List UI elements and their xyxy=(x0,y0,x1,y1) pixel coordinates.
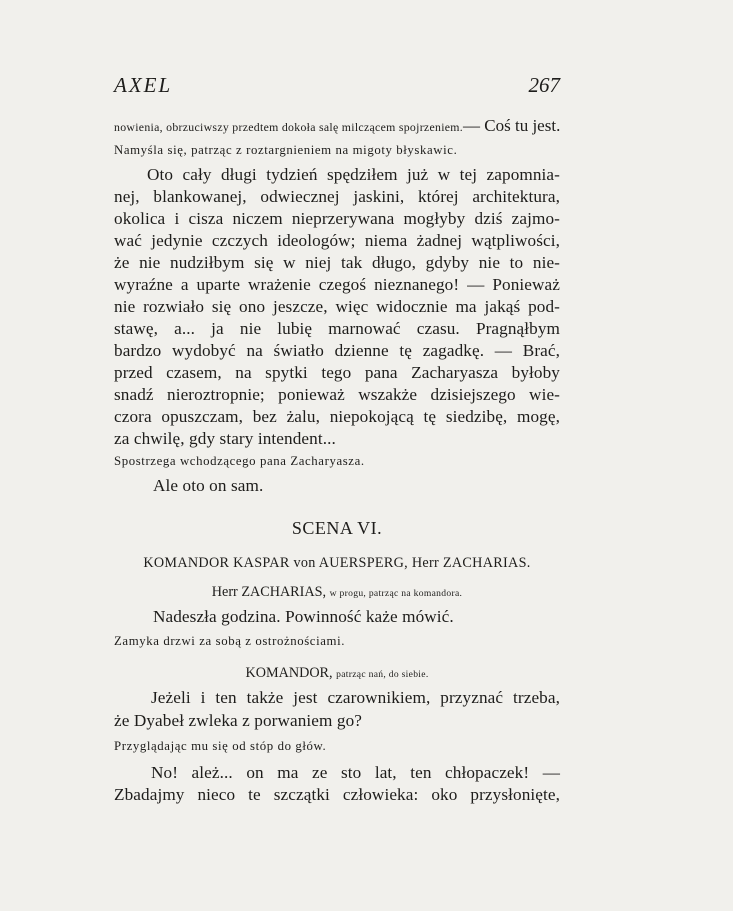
cast-list: KOMANDOR KASPAR von AUERSPERG, Herr ZACHARIAS. xyxy=(143,555,531,571)
text-line: nie rozwiało się ono jeszcze, więc widocznie ma jakąś pod- xyxy=(114,297,560,316)
text-line: nej, blankowanej, odwiecznej jaskini, której architektura, xyxy=(114,187,560,206)
stage-direction: Spostrzega wchodzącego pana Zacharyasza. xyxy=(114,454,365,468)
text-line: przed czasem, na spytki tego pana Zacharyasza byłoby xyxy=(114,363,560,382)
dialogue-fragment: — Coś tu jest. xyxy=(463,116,561,135)
continuation-line xyxy=(114,116,560,136)
text-line: Ale oto on sam. xyxy=(153,476,264,495)
speaker-name: Herr ZACHARIAS, xyxy=(211,584,327,600)
scene-title: SCENA VI. xyxy=(291,518,383,538)
text-line: Oto cały długi tydzień spędziłem już w tej zapomnia- xyxy=(147,165,560,184)
page-number: 267 xyxy=(528,73,560,97)
running-head: AXEL xyxy=(114,73,173,97)
text-line: za chwilę, gdy stary intendent... xyxy=(114,429,336,448)
speaker-name: KOMANDOR, xyxy=(245,665,333,681)
text-line: stawę, a... ja nie lubię marnować czasu. Pragnąłbym xyxy=(114,319,560,338)
text-line: że nie nudziłbym się w niej tak długo, gdyby nie to nie- xyxy=(114,253,560,272)
speaker-heading xyxy=(114,584,560,601)
text-line: snadź nieroztropnie; ponieważ wszakże dzisiejszego wie- xyxy=(114,385,560,404)
speaker-direction: patrząc nań, do siebie. xyxy=(336,669,429,680)
text-line: No! ależ... on ma ze sto lat, ten chłopaczek! — xyxy=(151,763,560,782)
text-line: Jeżeli i ten także jest czarownikiem, przyznać trzeba, xyxy=(151,688,560,707)
text-line: Nadeszła godzina. Powinność każe mówić. xyxy=(153,607,454,626)
speaker-direction: w progu, patrząc na komandora. xyxy=(329,588,463,599)
text-line: wyraźne a uparte wrażenie czegoś nieznanego! — Ponieważ xyxy=(114,275,560,294)
text-line: okolica i cisza niczem nieprzerywana mogłyby dziś zajmo- xyxy=(114,209,560,228)
stage-direction: Przyglądając mu się od stóp do głów. xyxy=(114,739,327,753)
speaker-heading xyxy=(114,665,560,682)
stage-direction: Namyśla się, patrząc z roztargnieniem na migoty błyskawic. xyxy=(114,143,458,157)
stage-direction-continued: nowienia, obrzuciwszy przedtem dokoła salę milczącem spojrzeniem. xyxy=(114,120,464,134)
text-line: Zbadajmy nieco te szczątki człowieka: oko przysłonięte, xyxy=(114,785,560,804)
text-line: że Dyabeł zwleka z porwaniem go? xyxy=(114,711,363,730)
text-line: czora opuszczam, bez żalu, niepokojącą tę siedzibę, mogę, xyxy=(114,407,560,426)
text-line: wać jedynie czczych ideologów; niema żadnej wątpliwości, xyxy=(114,231,560,250)
stage-direction: Zamyka drzwi za sobą z ostrożnościami. xyxy=(114,634,346,648)
page-header xyxy=(114,73,560,98)
text-line: bardzo wydobyć na światło dzienne tę zagadkę. — Brać, xyxy=(114,341,560,360)
